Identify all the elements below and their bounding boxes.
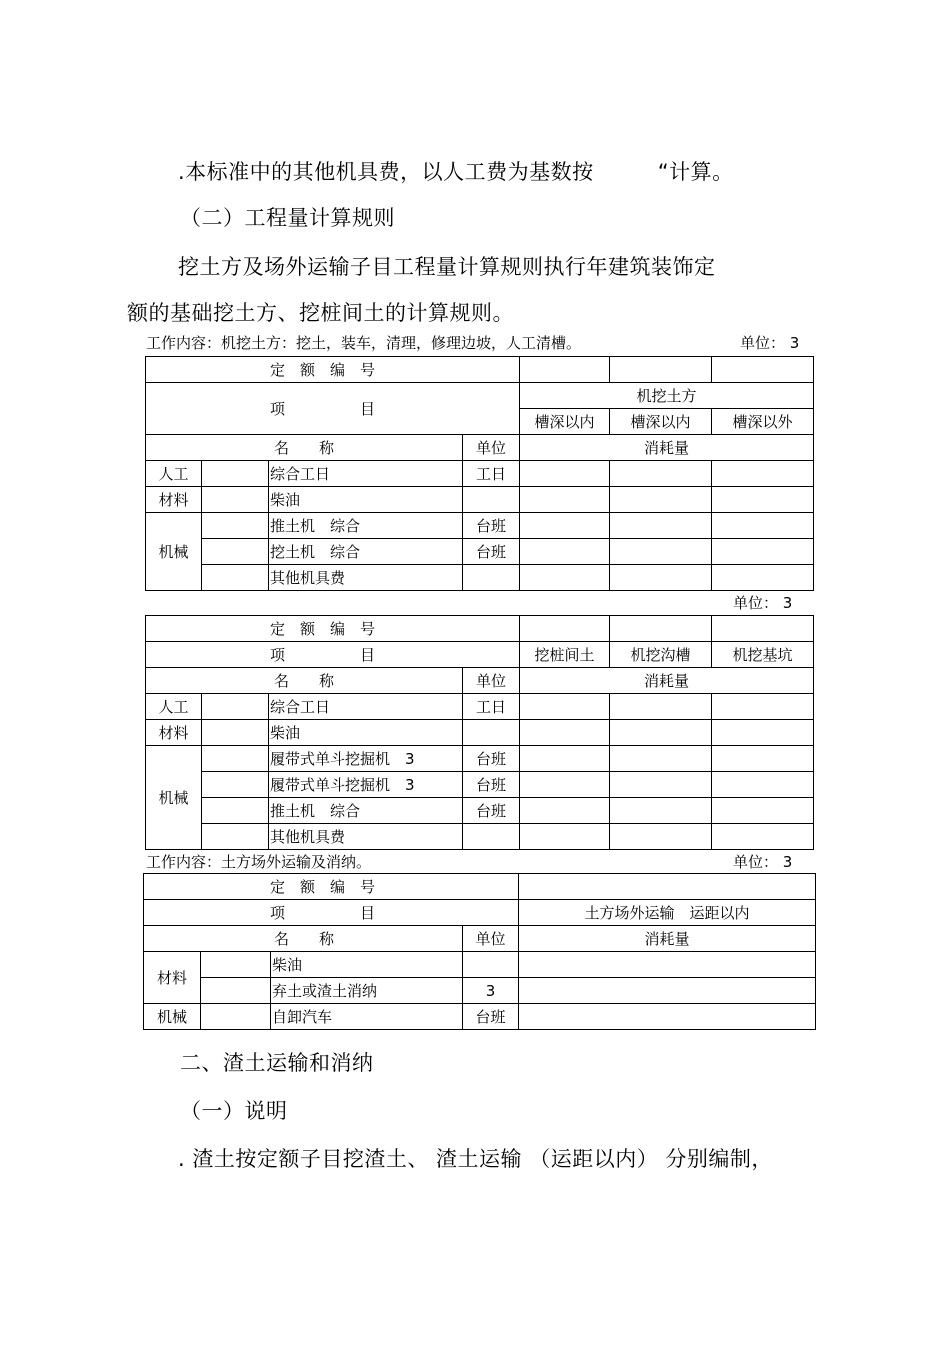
row-unit: 台班 (463, 539, 520, 565)
cell (712, 357, 814, 383)
row-name: 自卸汽车 (271, 1004, 463, 1030)
header-item: 项 目 (146, 383, 520, 435)
table-row (144, 1004, 816, 1030)
row-name: 弃土或渣土消纳 (271, 978, 463, 1004)
header-consumption: 消耗量 (520, 435, 814, 461)
paragraph-slag-items: . 渣土按定额子目挖渣土、 渣土运输 （运距以内） 分别编制， (178, 1147, 773, 1171)
row-unit (463, 565, 520, 591)
table-row (146, 746, 814, 772)
paragraph-machinery-fee: .本标准中的其他机具费，以人工费为基数按 “计算。 (178, 160, 734, 184)
header-unit: 单位 (463, 926, 519, 952)
row-unit: 台班 (463, 772, 520, 798)
row-unit: 台班 (463, 798, 520, 824)
row-name: 柴油 (269, 487, 463, 513)
row-name: 柴油 (271, 952, 463, 978)
row-name: 履带式单斗挖掘机 3 (269, 746, 463, 772)
paragraph-rules-line1: 挖土方及场外运输子目工程量计算规则执行年建筑装饰定 (178, 255, 716, 279)
section-heading-slag-transport: 二、渣土运输和消纳 (180, 1051, 374, 1075)
header-name: 名 称 (144, 926, 463, 952)
row-unit: 工日 (463, 461, 520, 487)
subsection-heading-explanation: （一）说明 (180, 1099, 288, 1123)
unit-label-3: 单位： 3 (733, 853, 793, 871)
row-unit: 台班 (463, 1004, 519, 1030)
quota-table-pile-trench (145, 615, 814, 850)
col-header: 挖桩间土 (520, 642, 610, 668)
row-unit (463, 720, 520, 746)
table-row (146, 565, 814, 591)
row-unit (463, 952, 519, 978)
row-unit: 3 (463, 978, 519, 1004)
category-machinery: 机械 (144, 1004, 201, 1030)
unit-label-2: 单位： 3 (733, 594, 793, 612)
unit-label-1: 单位： 3 (740, 334, 800, 352)
table-row (146, 539, 814, 565)
row-name: 履带式单斗挖掘机 3 (269, 772, 463, 798)
col-header: 机挖基坑 (712, 642, 814, 668)
col-header: 槽深以内 (610, 409, 712, 435)
header-item: 项 目 (146, 642, 520, 668)
work-content-1: 工作内容：机挖土方：挖土，装车，清理，修理边坡，人工清槽。 (146, 334, 582, 352)
col-header: 槽深以内 (520, 409, 610, 435)
category-material: 材料 (144, 952, 201, 1004)
row-name: 综合工日 (269, 694, 463, 720)
table-row (146, 798, 814, 824)
category-machinery: 机械 (146, 513, 202, 591)
table-row (144, 952, 816, 978)
cell (610, 357, 712, 383)
row-name: 其他机具费 (269, 565, 463, 591)
category-material: 材料 (146, 720, 202, 746)
row-name: 其他机具费 (269, 824, 463, 850)
col-header: 土方场外运输 运距以内 (519, 900, 816, 926)
table-row (146, 824, 814, 850)
header-quota-code: 定 额 编 号 (146, 616, 520, 642)
row-unit: 台班 (463, 746, 520, 772)
row-unit (463, 824, 520, 850)
section-heading-quantity-rules: （二）工程量计算规则 (180, 206, 395, 230)
row-name: 推土机 综合 (269, 798, 463, 824)
row-name: 柴油 (269, 720, 463, 746)
quota-table-excavation (145, 356, 814, 591)
category-material: 材料 (146, 487, 202, 513)
header-consumption: 消耗量 (519, 926, 816, 952)
header-quota-code: 定 额 编 号 (144, 874, 519, 900)
table-row (146, 772, 814, 798)
row-name: 推土机 综合 (269, 513, 463, 539)
category-labor: 人工 (146, 694, 202, 720)
category-machinery: 机械 (146, 746, 202, 850)
table-row (146, 694, 814, 720)
header-name: 名 称 (146, 668, 463, 694)
row-name: 挖土机 综合 (269, 539, 463, 565)
table-row (146, 461, 814, 487)
row-unit: 台班 (463, 513, 520, 539)
quota-table-transport (143, 873, 816, 1030)
col-header: 机挖沟槽 (610, 642, 712, 668)
category-labor: 人工 (146, 461, 202, 487)
row-name: 综合工日 (269, 461, 463, 487)
header-name: 名 称 (146, 435, 463, 461)
table-row (146, 513, 814, 539)
row-unit: 工日 (463, 694, 520, 720)
table-row (146, 487, 814, 513)
cell (520, 357, 610, 383)
row-unit (463, 487, 520, 513)
work-content-3: 工作内容：土方场外运输及消纳。 (146, 853, 372, 871)
table-row (146, 720, 814, 746)
header-consumption: 消耗量 (520, 668, 814, 694)
header-quota-code: 定 额 编 号 (146, 357, 520, 383)
header-item: 项 目 (144, 900, 519, 926)
table-row (144, 978, 816, 1004)
header-group-machine-earthwork: 机挖土方 (520, 383, 814, 409)
header-unit: 单位 (463, 435, 520, 461)
paragraph-rules-line2: 额的基础挖土方、挖桩间土的计算规则。 (127, 301, 514, 325)
col-header: 槽深以外 (712, 409, 814, 435)
header-unit: 单位 (463, 668, 520, 694)
